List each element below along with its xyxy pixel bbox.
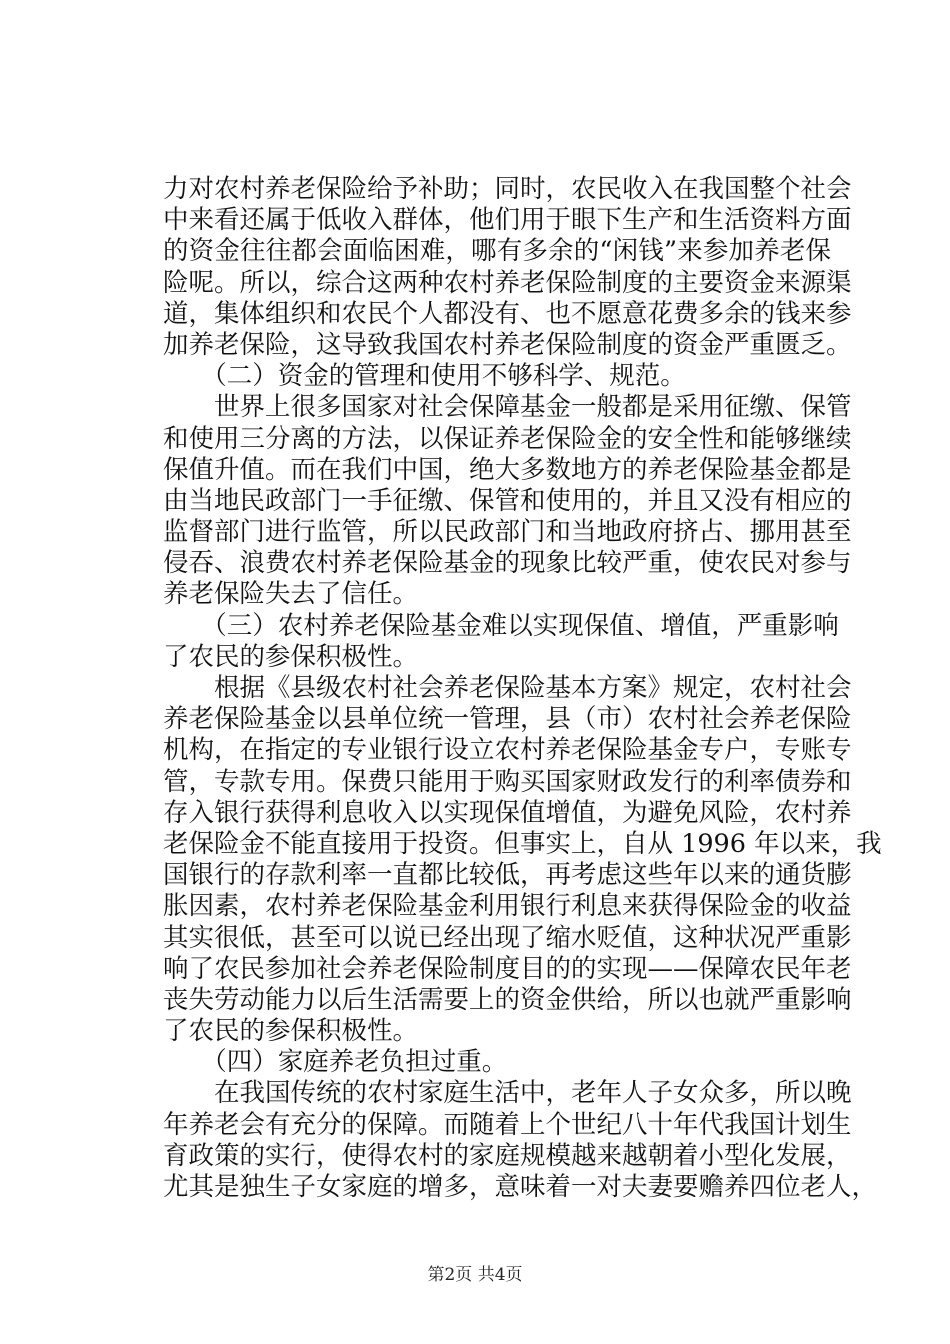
text-line: 年养老会有充分的保障。而随着上个世纪八十年代我国计划生: [163, 1109, 852, 1140]
text-line: 险呢。所以，综合这两种农村养老保险制度的主要资金来源渠: [163, 267, 852, 298]
page-footer: 第2页 共4页: [427, 1265, 523, 1285]
text-line: 了农民的参保积极性。: [163, 1016, 419, 1047]
text-line: 老保险金不能直接用于投资。但事实上，自从 1996 年以来，我: [163, 828, 882, 859]
text-line: 机构，在指定的专业银行设立农村养老保险基金专户，专账专: [163, 735, 852, 766]
text-line: 其实很低，甚至可以说已经出现了缩水贬值，这种状况严重影: [163, 922, 852, 953]
text-line: 的资金往往都会面临困难，哪有多余的“闲钱”来参加养老保: [163, 236, 831, 267]
text-line: 响了农民参加社会养老保险制度目的的实现——保障农民年老: [163, 953, 852, 984]
text-line: 在我国传统的农村家庭生活中，老年人子女众多，所以晚: [163, 1078, 852, 1109]
text-line: 道，集体组织和农民个人都没有、也不愿意花费多余的钱来参: [163, 298, 852, 329]
text-line: 根据《县级农村社会养老保险基本方案》规定，农村社会: [163, 673, 852, 703]
text-line: 了农民的参保积极性。: [163, 641, 419, 672]
text-line: 丧失劳动能力以后生活需要上的资金供给，所以也就严重影响: [163, 984, 852, 1015]
text-line: 保值升值。而在我们中国，绝大多数地方的养老保险基金都是: [163, 454, 852, 485]
text-line: 国银行的存款利率一直都比较低，再考虑这些年以来的通货膨: [163, 860, 852, 891]
text-line: （二）资金的管理和使用不够科学、规范。: [163, 361, 686, 392]
text-line: 育政策的实行，使得农村的家庭规模越来越朝着小型化发展，: [163, 1140, 852, 1171]
text-line: 中来看还属于低收入群体，他们用于眼下生产和生活资料方面: [163, 205, 852, 236]
text-line: 侵吞、浪费农村养老保险基金的现象比较严重，使农民对参与: [163, 548, 852, 579]
text-line: 养老保险基金以县单位统一管理，县（市）农村社会养老保险: [163, 704, 852, 735]
text-line: 胀因素，农村养老保险基金利用银行利息来获得保险金的收益: [163, 891, 852, 922]
text-line: 世界上很多国家对社会保障基金一般都是采用征缴、保管: [163, 392, 852, 423]
text-line: 养老保险失去了信任。: [163, 579, 419, 610]
text-line: 监督部门进行监管，所以民政部门和当地政府挤占、挪用甚至: [163, 517, 852, 548]
document-body: [163, 174, 882, 1203]
text-line: 加养老保险，这导致我国农村养老保险制度的资金严重匮乏。: [163, 329, 852, 360]
text-line: 和使用三分离的方法，以保证养老保险金的安全性和能够继续: [163, 423, 852, 454]
text-line: 管，专款专用。保费只能用于购买国家财政发行的利率债券和: [163, 766, 852, 797]
text-line: （四）家庭养老负担过重。: [163, 1047, 508, 1078]
text-line: 由当地民政部门一手征缴、保管和使用的，并且又没有相应的: [163, 485, 852, 516]
text-line: （三）农村养老保险基金难以实现保值、增值，严重影响: [163, 610, 839, 641]
text-line: 尤其是独生子女家庭的增多，意味着一对夫妻要赡养四位老人，: [163, 1172, 878, 1202]
text-line: 存入银行获得利息收入以实现保值增值，为避免风险，农村养: [163, 797, 852, 828]
text-line: 力对农村养老保险给予补助；同时，农民收入在我国整个社会: [163, 174, 852, 204]
